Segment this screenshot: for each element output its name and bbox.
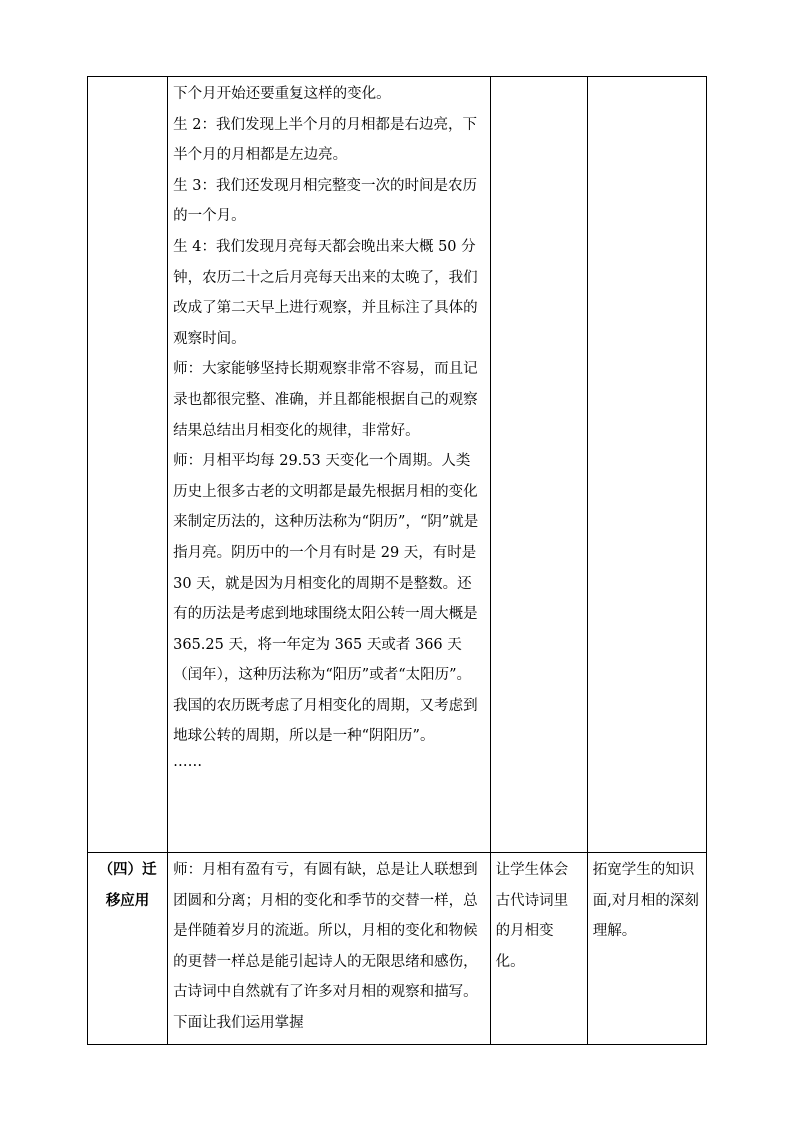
table-row [88,77,707,853]
ellipsis: …… [173,754,203,771]
process-cell [168,853,491,1045]
table-row [88,853,707,1045]
paragraph: 师：大家能够坚持长期观察非常不容易，而且记录也都很完整、准确，并且都能根据自己的观察结果总结出月相变化的规律，非常好。 [173,361,478,439]
intent-cell [490,77,587,853]
paragraph: 下个月开始还要重复这样的变化。 [173,86,391,102]
lesson-plan-table [87,76,707,1045]
stage-cell [88,77,168,853]
paragraph: 生 3：我们还发现月相完整变一次的时间是农历的一个月。 [173,177,477,225]
note-text: 拓宽学生的知识面,对月相的深刻理解。 [592,862,699,940]
process-cell [168,77,491,853]
note-cell [587,77,706,853]
stage-cell [88,853,168,1045]
paragraph: 师：月相平均每 29.53 天变化一个周期。人类历史上很多古老的文明都是最先根据月相的变化来制定历法的，这种历法称为“阴历”，“阴”就是指月亮。阴历中的一个月有时是 29 天，有时是 30 天，就是因为月相变化的周期不是整数。还有的历法是考虑到地球围绕太阳公转一周大概是 365.25 天，将一年定为 365 天或者 366 天（闰年），这种历法称为“阳历”或者“太阳历”。我国的农历既考虑了月相变化的周期，又考虑到地球公转的周期，所以是一种“阴阳历”。 [173,453,479,745]
paragraph: 师：月相有盈有亏，有圆有缺，总是让人联想到团圆和分离；月相的变化和季节的交替一样，总是伴随着岁月的流逝。所以，月相的变化和物候的更替一样总是能引起诗人的无限思绪和感伤，古诗词中自然就有了许多对月相的观察和描写。下面让我们运用掌握 [173,862,478,1031]
intent-cell [490,853,587,1045]
note-cell [587,853,706,1045]
design-intent: 让学生体会古代诗词里的月相变化。 [495,862,569,970]
paragraph: 生 4：我们发现月亮每天都会晚出来大概 50 分钟，农历二十之后月亮每天出来的太晚了，我们改成了第二天早上进行观察，并且标注了具体的观察时间。 [173,238,478,347]
paragraph: 生 2：我们发现上半个月的月相都是右边亮，下半个月的月相都是左边亮。 [173,116,477,164]
stage-label: （四）迁移应用 [98,861,157,909]
